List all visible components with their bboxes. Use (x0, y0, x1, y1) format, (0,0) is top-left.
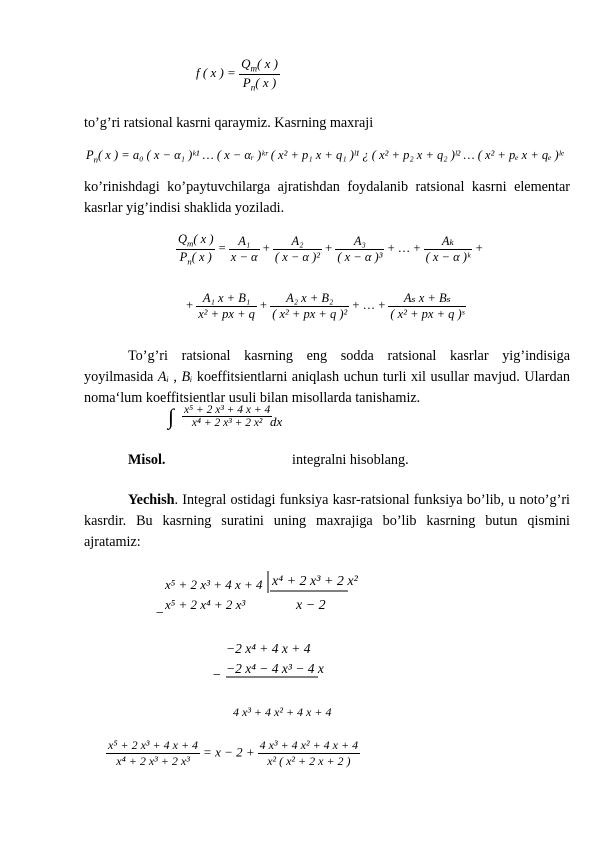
decomp-term-3: $\frac{\text{A₃}}{\text{( x − α )³}}$ (337, 233, 383, 264)
factor-p: P (86, 148, 94, 162)
plus-sign: + (260, 297, 268, 312)
result-rhs: $\frac{\text{4 x³ + 4 x² + 4 x + 4}}{\text{x² ( x² + 2 x + 2 )}}$ (259, 738, 359, 768)
example-block (128, 402, 568, 472)
formula-fraction (239, 56, 280, 92)
division-rem1: −2 x⁴ + 4 x + 4 (226, 641, 311, 656)
plus-sign: + (262, 240, 270, 255)
decomp-term-k: $\frac{\text{Aₖ}}{\text{( x − α )ᵏ}}$ (425, 234, 471, 264)
formula-decomposition-line2 (186, 290, 466, 322)
paragraph-intro: to’g’ri ratsional kasrni qaraymiz. Kasrning maxraji (84, 115, 374, 131)
formula-den-sub: n (250, 82, 256, 93)
result-lhs: $\frac{\text{x⁵ + 2 x³ + 4 x + 4}}{\text{x⁴ + 2 x³ + 2 x³}}$ (108, 738, 199, 768)
factor-rest: ( x ) = a₀ ( x − α₁ )ᵏ¹ … ( x − αᵣ )ᵏʳ ( x² + p₁ x + q₁ )ˡ¹ ¿ ( x² + p₂ x + q₂ )ˡ² … ( x² + pₑ x + qₑ )ˡᵉ (98, 148, 564, 162)
result-mid: = x − 2 + (203, 744, 255, 760)
paragraph-coefficients-a: To’g’ri ratsional kasrning eng sodda ratsional kasrlar yig’indisiga yoyilmasida (84, 348, 570, 385)
decomp-lhs-den-arg: ( x ) (191, 249, 212, 264)
division-minus-2: − (212, 668, 222, 683)
example-label: Misol. (128, 452, 166, 468)
paragraph-coefficients-b: koeffitsientlarni aniqlash uchun turli xil usullar mavjud. Ulardan noma‘lum koeffitsientlar usuli bilan misollarda tanishamiz. (84, 369, 571, 406)
integral-sign: ∫ (168, 404, 175, 429)
decomp2-term-s: $\frac{\text{Aₛ x + Bₛ}}{\text{( x² + px + q )ˢ}}$ (390, 291, 465, 321)
decomp-term-2: $\frac{\text{A₂}}{\text{( x − α )²}}$ (274, 233, 321, 264)
decomp-lhs-den-sub: n (187, 256, 192, 266)
formula-decomposition-line1 (176, 232, 483, 266)
formula-factorization (86, 148, 564, 165)
decomp-lhs-num-arg: ( x ) (193, 232, 214, 246)
solution-text: . Integral ostidagi funksiya kasr-ratsional funksiya bo’lib, u noto’g’ri kasrdir. Bu kasrning suratini uning maxrajiga bo’lib kasrning butun qismini ajratamiz: (84, 492, 570, 550)
coefficient-vars: Aᵢ , Bᵢ (157, 369, 193, 385)
decomp-lhs (176, 232, 215, 266)
factor-p-sub: n (93, 154, 99, 165)
division-sub1: x⁵ + 2 x⁴ + 2 x³ (165, 597, 246, 612)
formula-den-arg: ( x ) (255, 74, 277, 90)
decomp-term-1: $\frac{\text{A₁}}{x - \alpha}$ (230, 233, 258, 264)
formula-num-arg: ( x ) (257, 56, 278, 71)
example-dx: dx (270, 414, 283, 429)
formula-rational-function (196, 56, 280, 92)
formula-result (106, 738, 360, 769)
formula-lhs: f ( x ) = (196, 65, 236, 81)
formula-den: P (242, 74, 251, 90)
decomp2-term-2: $\frac{\text{A₂ x + B₂}}{\text{( x² + px + q )²}}$ (272, 290, 348, 321)
plus-dots: + … + (352, 297, 386, 312)
solution-label: Yechish (128, 492, 175, 508)
plus-dots: + … + (387, 240, 421, 255)
division-sub2: −2 x⁴ − 4 x³ − 4 x (226, 661, 324, 676)
long-division (0, 565, 595, 735)
plus-sign: + (475, 240, 483, 255)
example-integrand: $\frac{\text{x⁵ + 2 x³ + 4 x + 4}}{\text{x⁴ + 2 x³ + 2 x²}}$ (184, 404, 271, 429)
paragraph-factorization-text: ko’rinishdagi ko’paytuvchilarga ajratishdan foydalanib ratsional kasrni elementar kasrlar yig’indisi shaklida yoziladi. (84, 179, 570, 216)
formula-num-sub: m (250, 63, 258, 74)
division-quotient: x − 2 (296, 598, 326, 613)
division-dividend: x⁵ + 2 x³ + 4 x + 4 (165, 577, 263, 592)
equals-sign: = (218, 240, 226, 255)
decomp-lhs-num: Q (178, 232, 188, 246)
plus-sign: + (325, 240, 333, 255)
formula-num: Q (241, 56, 251, 71)
example-text: integralni hisoblang. (292, 452, 409, 468)
division-rem2: 4 x³ + 4 x² + 4 x + 4 (233, 705, 332, 719)
paragraph-coefficients (84, 346, 570, 409)
paragraph-solution (84, 490, 570, 553)
plus-sign: + (186, 297, 194, 312)
decomp2-term-1: $\frac{\text{A₁ x + B₁}}{\text{x² + px + q}}$ (198, 290, 255, 321)
decomp-lhs-num-sub: m (187, 238, 194, 249)
decomp-lhs-den: P (179, 249, 188, 264)
division-divisor: x⁴ + 2 x³ + 2 x² (272, 574, 358, 589)
division-minus-1: − (155, 606, 165, 621)
